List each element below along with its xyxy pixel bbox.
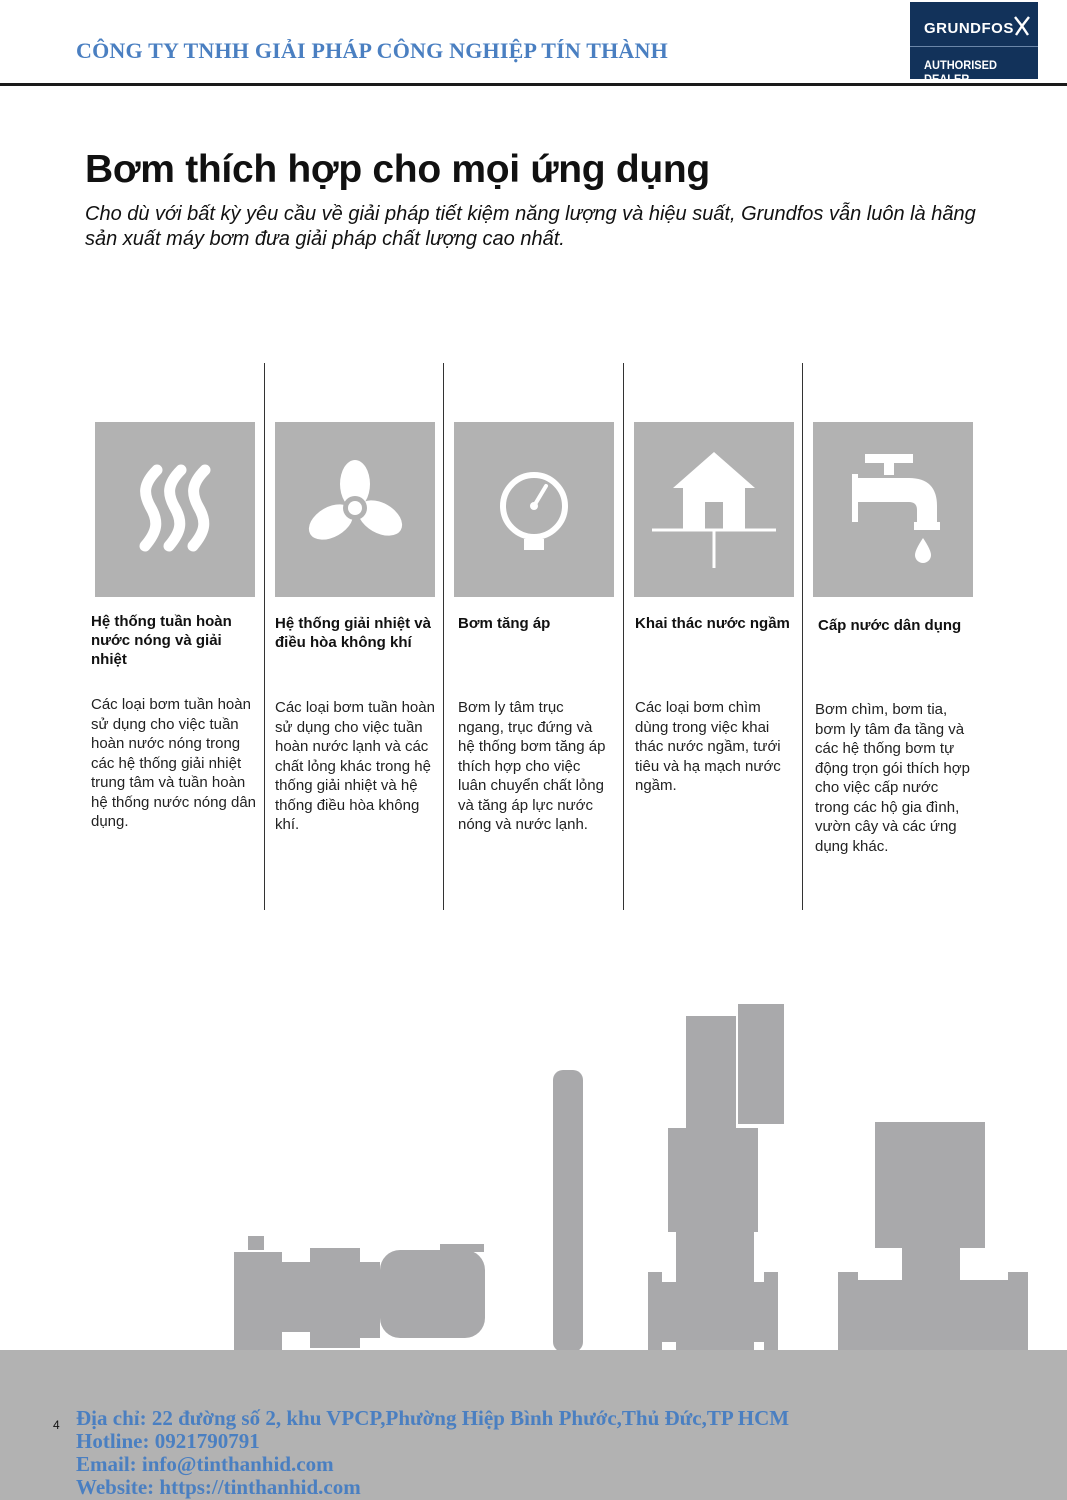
application-column-cooling xyxy=(275,422,435,833)
column-description: Các loại bơm tuần hoàn sử dụng cho việc tuần hoàn nước lạnh và các chất lỏng khác trong hệ thống giải nhiệt và hệ thống điều hòa không khí. xyxy=(275,699,435,833)
grundfos-logo xyxy=(910,2,1038,86)
fan-icon xyxy=(275,422,435,597)
column-divider xyxy=(264,363,265,910)
logo-tagline: AUTHORISED DEALER xyxy=(924,58,997,86)
logo-brand: GRUNDFOS xyxy=(924,20,1014,37)
page-number: 4 xyxy=(53,1418,60,1432)
column-divider xyxy=(443,363,444,910)
house-well-icon xyxy=(634,422,794,597)
application-column-booster xyxy=(454,422,614,833)
pump-silhouettes-illustration xyxy=(0,1000,1067,1360)
page-header xyxy=(0,0,1067,86)
column-divider xyxy=(802,363,803,910)
page-title: Bơm thích hợp cho mọi ứng dụng xyxy=(85,148,710,191)
application-column-domestic xyxy=(813,422,973,855)
footer-hotline: Hotline: 0921790791 xyxy=(76,1429,260,1453)
footer-website[interactable]: Website: https://tinthanhid.com xyxy=(76,1475,361,1499)
column-description: Bơm ly tâm trục ngang, trục đứng và hệ thống bơm tăng áp thích hợp cho việc luân chuyển chất lỏng và tăng áp lực nước nóng và nước lạnh. xyxy=(458,699,606,833)
company-name: CÔNG TY TNHH GIẢI PHÁP CÔNG NGHIỆP TÍN THÀNH xyxy=(76,38,668,63)
column-title: Khai thác nước ngầm xyxy=(635,615,790,632)
application-column-heating xyxy=(91,422,257,830)
column-description: Bơm chìm, bơm tia, bơm ly tâm đa tầng và các hệ thống bơm tự động trọn gói thích hợp cho việc cấp nước trong các hộ gia đình, vườn cây và các ứng dụng khác. xyxy=(815,701,970,855)
application-column-groundwater xyxy=(634,422,794,794)
column-divider xyxy=(623,363,624,910)
footer-address: Địa chỉ: 22 đường số 2, khu VPCP,Phường Hiệp Bình Phước,Thủ Đức,TP HCM xyxy=(76,1406,790,1430)
pressure-gauge-icon xyxy=(454,422,614,597)
column-title: Bơm tăng áp xyxy=(458,615,551,632)
column-description: Các loại bơm tuần hoàn sử dụng cho việc tuần hoàn nước nóng trong các hệ thống giải nhiệt trung tâm và tuần hoàn hệ thống nước nóng dân dụng. xyxy=(91,696,257,830)
column-title: Cấp nước dân dụng xyxy=(818,617,962,634)
footer-email[interactable]: Email: info@tinthanhid.com xyxy=(76,1452,334,1476)
column-description: Các loại bơm chìm dùng trong việc khai thác nước ngầm, tưới tiêu và hạ mạch nước ngầm. xyxy=(635,699,781,794)
grundfos-mark-icon xyxy=(1013,15,1031,37)
page-subtitle: Cho dù với bất kỳ yêu cầu về giải pháp tiết kiệm năng lượng và hiệu suất, Grundfos vẫn luôn là hãng sản xuất máy bơm đưa giải pháp chất lượng cao nhất. xyxy=(85,203,976,250)
column-title: Hệ thống tuần hoàn nước nóng và giải nhiệt xyxy=(91,613,232,668)
heat-waves-icon xyxy=(95,422,255,597)
water-tap-icon xyxy=(813,422,973,597)
column-title: Hệ thống giải nhiệt và điều hòa không khí xyxy=(275,615,431,651)
